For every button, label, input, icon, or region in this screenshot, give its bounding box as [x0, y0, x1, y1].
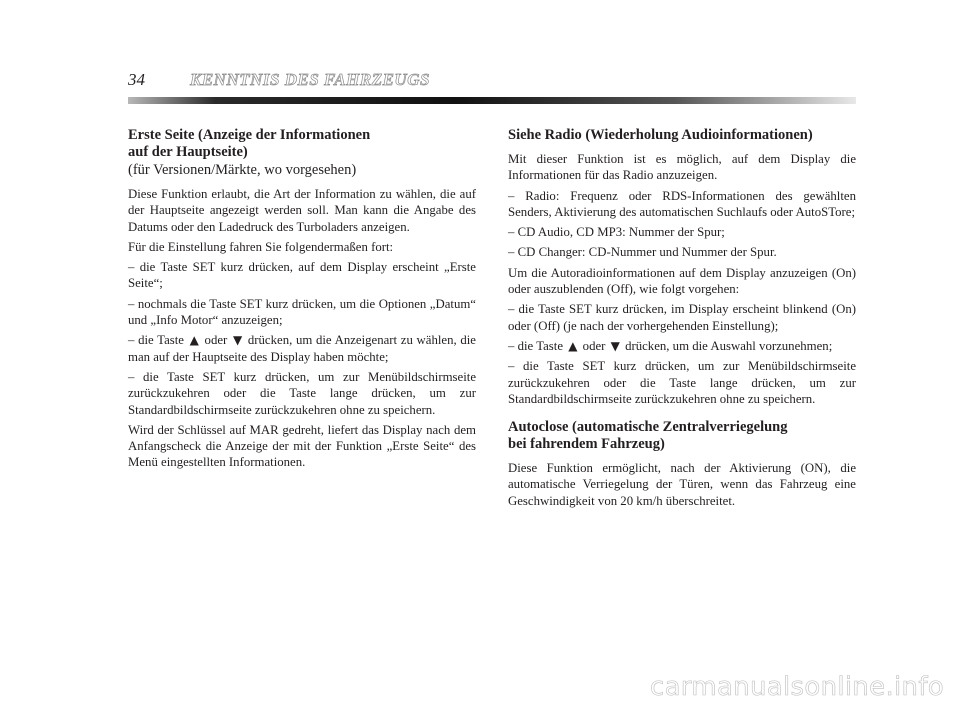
section-title-erste-seite — [128, 127, 476, 161]
paragraph: – nochmals die Taste SET kurz drücken, um die Optionen „Datum“ und „Info Motor“ anzuzeigen; — [128, 296, 476, 328]
title-line-1: Autoclose (automatische Zentralverriegelung — [508, 419, 788, 436]
section-subtitle: (für Versionen/Märkte, wo vorgesehen) — [128, 162, 357, 178]
arrow-up-icon: ▲ — [568, 338, 578, 353]
paragraph: – die Taste SET kurz drücken, um zur Menübildschirmseite zurückzukehren oder die Taste lange drücken, um zur Standardbildschirmseite zurückzukehren ohne zu speichern. — [508, 359, 856, 406]
paragraph: Um die Autoradioinformationen auf dem Display anzuzeigen (On) oder auszublenden (Off), wie folgt vorgehen: — [508, 265, 856, 297]
text-fragment: – die Taste — [128, 333, 184, 348]
text-fragment: oder — [204, 333, 228, 348]
arrow-up-icon: ▲ — [189, 333, 199, 348]
title-line-2: bei fahrendem Fahrzeug) — [508, 436, 665, 453]
paragraph: Wird der Schlüssel auf MAR gedreht, liefert das Display nach dem Anfangscheck die Anzeige der mit der Funktion „Erste Seite“ des Menü eingestellten Informationen. — [128, 422, 476, 470]
text-fragment: drücken, um die Anzeigenart zu wählen, die man auf der Hauptseite des Display haben möchte; — [128, 333, 476, 364]
right-column — [508, 127, 856, 513]
title-line-1: Erste Seite (Anzeige der Informationen — [128, 127, 371, 143]
header-rule — [128, 97, 856, 104]
paragraph: – die Taste SET kurz drücken, um zur Menübildschirmseite zurückzukehren oder die Taste lange drücken, um zur Standardbildschirmseite zurückzukehren ohne zu speichern. — [128, 369, 476, 417]
paragraph: Diese Funktion ermöglicht, nach der Aktivierung (ON), die automatische Verriegelung der Türen, wenn das Fahrzeug eine Geschwindigkeit von 20 km/h überschreitet. — [508, 461, 856, 508]
paragraph: – Radio: Frequenz oder RDS-Informationen des gewählten Senders, Aktivierung des automatischen Suchlaufs oder AutoSTore; — [508, 188, 856, 219]
paragraph-with-arrows — [508, 338, 856, 354]
title-line-2: auf der Hauptseite) — [128, 144, 248, 160]
paragraph: Mit dieser Funktion ist es möglich, auf dem Display die Informationen für das Radio anzuzeigen. — [508, 152, 856, 183]
text-fragment: oder — [582, 338, 606, 353]
arrow-down-icon: ▼ — [232, 333, 243, 348]
paragraph: Diese Funktion erlaubt, die Art der Information zu wählen, die auf der Hauptseite angezeigt werden soll. Man kann die Angabe des Datums oder den Ladedruck des Turboladers anzeigen. — [128, 187, 476, 234]
paragraph: Für die Einstellung fahren Sie folgendermaßen fort: — [128, 239, 394, 254]
text-fragment: – die Taste — [508, 338, 564, 353]
page-number: 34 — [128, 70, 145, 89]
paragraph: – CD Audio, CD MP3: Nummer der Spur; — [508, 225, 725, 240]
watermark: carmanualsonline.info — [649, 672, 944, 702]
left-column — [128, 127, 476, 475]
paragraph: – CD Changer: CD-Nummer und Nummer der Spur. — [508, 245, 777, 260]
paragraph-with-arrows — [128, 332, 476, 365]
running-title: KENNTNIS DES FAHRZEUGS — [190, 70, 430, 89]
text-fragment: drücken, um die Auswahl vorzunehmen; — [625, 338, 833, 353]
arrow-down-icon: ▼ — [610, 338, 620, 353]
section-title-autoclose — [508, 419, 856, 453]
paragraph: – die Taste SET kurz drücken, im Display erscheint blinkend (On) oder (Off) (je nach der vorhergehenden Einstellung); — [508, 302, 856, 333]
paragraph: – die Taste SET kurz drücken, auf dem Display erscheint „Erste Seite“; — [128, 260, 476, 291]
section-title-siehe-radio: Siehe Radio (Wiederholung Audioinformationen) — [508, 127, 813, 143]
